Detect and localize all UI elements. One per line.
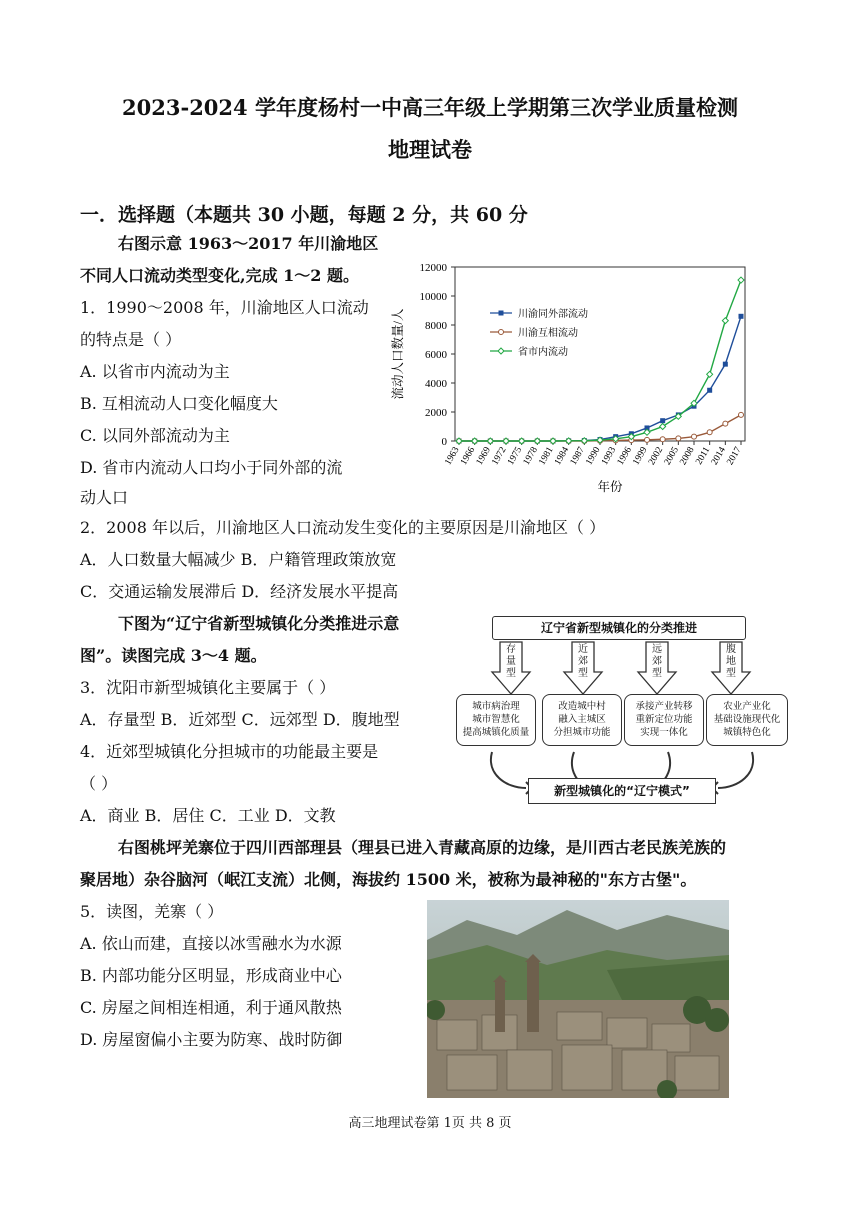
- data-point: [722, 318, 728, 324]
- data-point: [692, 434, 697, 439]
- data-point: [660, 418, 665, 423]
- diagram-title: 辽宁省新型城镇化的分类推进: [540, 621, 697, 635]
- data-point: [723, 362, 728, 367]
- y-axis-label: 流动人口数量/人: [391, 308, 405, 400]
- data-point: [707, 388, 712, 393]
- x-tick-label: 1984: [553, 445, 572, 467]
- q2-options-cd: C．交通运输发展滞后 D．经济发展水平提高: [80, 582, 399, 601]
- legend-label: 川渝同外部流动: [518, 309, 588, 320]
- x-axis-label: 年份: [597, 480, 623, 494]
- page-footer: 高三地理试卷第 1页 共 8 页: [348, 1116, 512, 1131]
- type-label-hinterland: 腹地型: [726, 644, 736, 679]
- y-tick-label: 8000: [425, 320, 447, 332]
- data-point: [707, 371, 713, 377]
- desc-box-near-suburb: [542, 694, 622, 746]
- desc-line: 分担城市功能: [553, 727, 611, 738]
- x-tick-label: 1969: [474, 445, 493, 467]
- y-tick-label: 0: [441, 436, 447, 448]
- data-point: [738, 277, 744, 283]
- data-point: [739, 314, 744, 319]
- plot-frame: [455, 267, 745, 441]
- q5-option-d: D. 房屋窗偏小主要为防寒、战时防御: [80, 1030, 343, 1049]
- q2-stem: 2．2008 年以后，川渝地区人口流动发生变化的主要原因是川渝地区（ ）: [80, 518, 606, 537]
- x-tick-label: 1987: [568, 445, 587, 467]
- type-label-far-suburb: 远郊型: [652, 644, 662, 679]
- desc-line: 提高城镇化质量: [462, 727, 530, 738]
- intro3-line2: 聚居地）杂谷脑河（岷江支流）北侧，海拔约 1500 米，被称为最神秘的"东方古堡"。: [80, 870, 697, 889]
- exam-title-line1: 2023-2024 学年度杨村一中高三年级上学期第三次学业质量检测: [122, 95, 738, 120]
- q5-option-c: C. 房屋之间相连相通，利于通风散热: [80, 998, 342, 1017]
- q2-options-ab: A．人口数量大幅减少 B．户籍管理政策放宽: [80, 550, 397, 569]
- desc-line: 实现一体化: [640, 727, 688, 738]
- population-flow-chart: [380, 255, 760, 505]
- x-tick-label: 1972: [490, 445, 509, 467]
- legend-label: 省市内流动: [518, 347, 568, 358]
- legend-marker: [499, 311, 504, 316]
- q3-options: A．存量型 B．近郊型 C．远郊型 D．腹地型: [80, 710, 400, 729]
- legend-marker: [499, 330, 504, 335]
- y-tick-label: 2000: [425, 407, 447, 419]
- type-label-stock: 存量型: [506, 644, 516, 679]
- desc-box-far-suburb: [624, 694, 704, 746]
- q4-stem-line1: 4．近郊型城镇化分担城市的功能最主要是: [80, 742, 379, 761]
- intro3-line1: 右图桃坪羌寨位于四川西部理县（理县已进入青藏高原的边缘，是川西古老民族羌族的: [118, 838, 727, 857]
- q5-option-b: B. 内部功能分区明显，形成商业中心: [80, 966, 342, 985]
- desc-line: 改造城中村: [558, 701, 606, 712]
- y-tick-label: 12000: [419, 262, 447, 274]
- series-line-2: [459, 280, 741, 441]
- desc-line: 基础设施现代化: [713, 714, 781, 725]
- desc-line: 融入主城区: [558, 714, 606, 725]
- x-tick-label: 1990: [584, 445, 603, 467]
- desc-line: 承接产业转移: [635, 701, 693, 712]
- desc-box-hinterland: [706, 694, 788, 746]
- x-tick-label: 1996: [615, 445, 634, 467]
- data-point: [739, 412, 744, 417]
- intro2-line2: 图”。读图完成 3～4 题。: [80, 646, 267, 665]
- series-line-0: [459, 316, 741, 441]
- x-tick-label: 1981: [537, 445, 556, 467]
- legend-label: 川渝互相流动: [518, 328, 578, 339]
- urbanization-diagram: [456, 612, 790, 812]
- data-point: [707, 430, 712, 435]
- q1-stem-line1: 1．1990～2008 年，川渝地区人口流动: [80, 298, 369, 317]
- x-tick-label: 2017: [725, 445, 744, 467]
- desc-line: 城市病治理: [472, 701, 520, 712]
- exam-title-line2: 地理试卷: [388, 137, 472, 162]
- data-point: [676, 436, 681, 441]
- desc-line: 城镇特色化: [723, 727, 771, 738]
- desc-line: 重新定位功能: [635, 714, 693, 725]
- q1-option-b: B. 互相流动人口变化幅度大: [80, 394, 278, 413]
- x-tick-label: 1975: [506, 445, 525, 467]
- section-heading: 一．选择题（本题共 30 小题，每题 2 分，共 60 分: [80, 204, 528, 226]
- desc-line: 城市智慧化: [472, 714, 520, 725]
- q1-option-d-line1: D. 省市内流动人口均小于同外部的流: [80, 458, 343, 477]
- intro1-line1: 右图示意 1963～2017 年川渝地区: [118, 234, 379, 253]
- q4-options: A．商业 B．居住 C．工业 D．文教: [80, 806, 336, 825]
- liaoning-model-box: [528, 778, 716, 804]
- data-point: [723, 421, 728, 426]
- q5-option-a: A. 依山而建，直接以冰雪融水为水源: [80, 934, 342, 953]
- intro1-line2: 不同人口流动类型变化,完成 1～2 题。: [80, 266, 359, 285]
- x-tick-label: 2011: [694, 445, 713, 467]
- q1-stem-line2: 的特点是（ ）: [80, 330, 182, 349]
- diagram-title-box: [492, 616, 746, 640]
- q1-option-d-line2: 动人口: [80, 488, 129, 507]
- x-tick-label: 2014: [709, 445, 728, 467]
- q5-stem: 5．读图，羌寨（ ）: [80, 902, 224, 921]
- data-point: [645, 437, 650, 442]
- desc-line: 农业产业化: [723, 701, 771, 712]
- y-tick-label: 6000: [425, 349, 447, 361]
- desc-box-stock: [456, 694, 536, 746]
- liaoning-model-label: 新型城镇化的“辽宁模式”: [554, 784, 690, 798]
- data-point: [660, 437, 665, 442]
- legend-marker: [498, 348, 504, 354]
- y-tick-label: 4000: [425, 378, 447, 390]
- x-tick-label: 1963: [443, 445, 462, 467]
- q1-option-a: A. 以省市内流动为主: [80, 362, 230, 381]
- x-tick-label: 2002: [647, 445, 666, 467]
- q1-option-c: C. 以同外部流动为主: [80, 426, 230, 445]
- intro2-line1: 下图为“辽宁省新型城镇化分类推进示意: [118, 614, 400, 633]
- y-tick-label: 10000: [419, 291, 447, 303]
- x-tick-label: 1999: [631, 445, 650, 467]
- x-tick-label: 1993: [600, 445, 619, 467]
- q4-stem-line2: （ ）: [80, 774, 118, 793]
- q3-stem: 3．沈阳市新型城镇化主要属于（ ）: [80, 678, 336, 697]
- qiang-village-photo: [427, 900, 729, 1098]
- type-label-near-suburb: 近郊型: [578, 644, 588, 679]
- x-tick-label: 2008: [678, 445, 697, 467]
- x-tick-label: 1978: [521, 445, 540, 467]
- x-tick-label: 2005: [662, 445, 681, 467]
- x-tick-label: 1966: [459, 445, 478, 467]
